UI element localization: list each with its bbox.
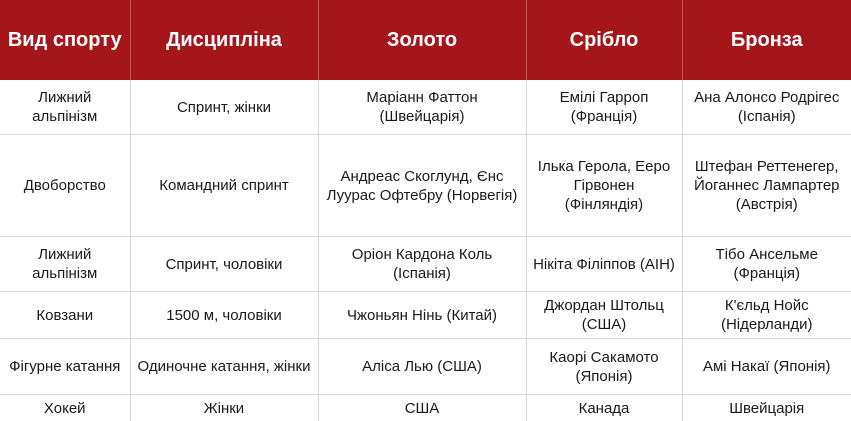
cell-gold: Андреас Скоглунд, Єнс Луурас Офтебру (Норвегія): [318, 135, 526, 237]
cell-gold: Оріон Кардона Коль (Іспанія): [318, 237, 526, 292]
cell-sport: Фігурне катання: [0, 339, 130, 395]
cell-discipline: 1500 м, чоловіки: [130, 292, 318, 339]
table-header: [0, 0, 851, 80]
cell-bronze: К'єльд Нойс (Нідерланди): [682, 292, 851, 339]
cell-discipline: Спринт, чоловіки: [130, 237, 318, 292]
header-bronze: Бронза: [682, 0, 851, 80]
cell-bronze: Тібо Ансельме (Франція): [682, 237, 851, 292]
cell-bronze: Штефан Реттенегер, Йоганнес Лампартер (Австрія): [682, 135, 851, 237]
cell-gold: Маріанн Фаттон (Швейцарія): [318, 80, 526, 135]
cell-discipline: Командний спринт: [130, 135, 318, 237]
table-row: [0, 292, 851, 339]
cell-silver: Емілі Гарроп (Франція): [526, 80, 682, 135]
cell-sport: Двоборство: [0, 135, 130, 237]
header-discipline: Дисципліна: [130, 0, 318, 80]
table-row: [0, 80, 851, 135]
table-row: [0, 339, 851, 395]
cell-silver: Нікіта Філіппов (AIH): [526, 237, 682, 292]
cell-discipline: Одиночне катання, жінки: [130, 339, 318, 395]
cell-discipline: Жінки: [130, 395, 318, 421]
table-row: [0, 237, 851, 292]
cell-gold: США: [318, 395, 526, 421]
cell-sport: Лижний альпінізм: [0, 237, 130, 292]
header-silver: Срібло: [526, 0, 682, 80]
table-row: [0, 395, 851, 421]
header-row: [0, 0, 851, 80]
cell-silver: Джордан Штольц (США): [526, 292, 682, 339]
cell-gold: Чжоньян Нінь (Китай): [318, 292, 526, 339]
cell-sport: Ковзани: [0, 292, 130, 339]
cell-bronze: Амі Накаї (Японія): [682, 339, 851, 395]
header-sport: Вид спорту: [0, 0, 130, 80]
cell-silver: Ілька Герола, Ееро Гірвонен (Фінляндія): [526, 135, 682, 237]
cell-silver: Канада: [526, 395, 682, 421]
cell-bronze: Швейцарія: [682, 395, 851, 421]
cell-silver: Каорі Сакамото (Японія): [526, 339, 682, 395]
cell-discipline: Спринт, жінки: [130, 80, 318, 135]
cell-sport: Хокей: [0, 395, 130, 421]
header-gold: Золото: [318, 0, 526, 80]
table-row: [0, 135, 851, 237]
cell-gold: Аліса Лью (США): [318, 339, 526, 395]
cell-bronze: Ана Алонсо Родрігес (Іспанія): [682, 80, 851, 135]
cell-sport: Лижний альпінізм: [0, 80, 130, 135]
table-body: [0, 80, 851, 421]
